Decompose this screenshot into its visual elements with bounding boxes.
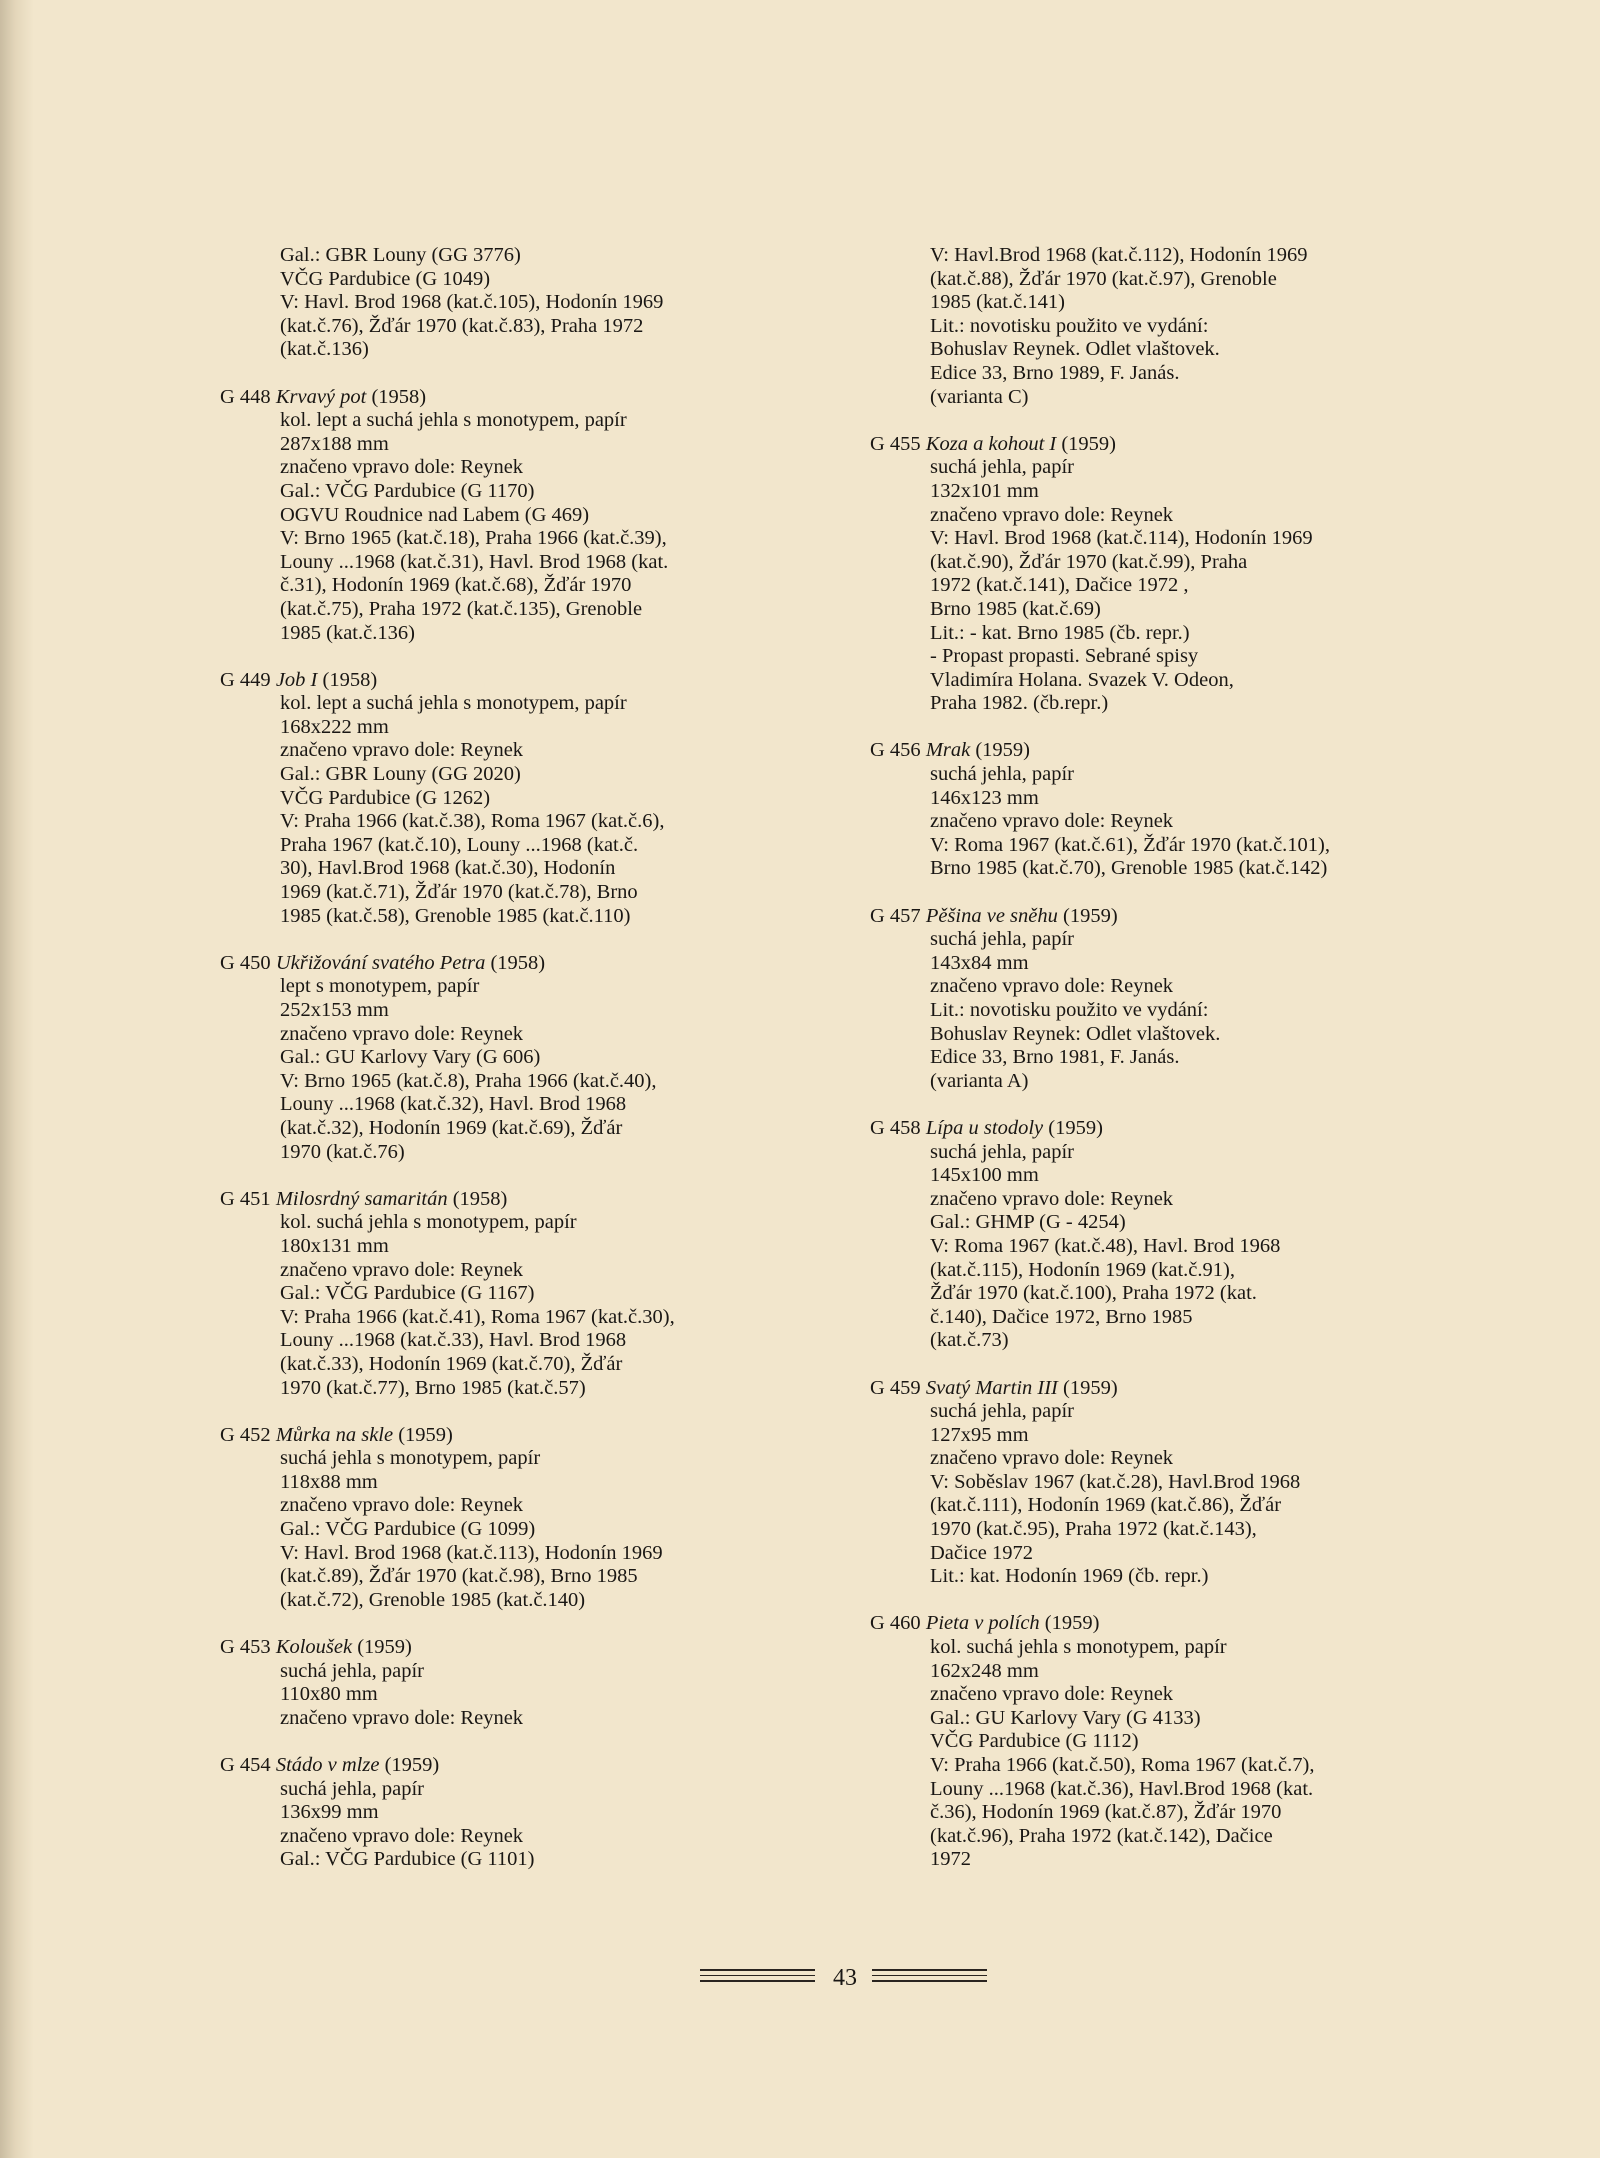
entry-line: (kat.č.89), Žďár 1970 (kat.č.98), Brno 1985	[280, 1565, 638, 1588]
entry-heading	[220, 1636, 780, 1660]
entry-heading	[870, 1117, 1430, 1141]
entry-line: Lit.: - kat. Brno 1985 (čb. repr.)	[930, 621, 1190, 644]
catalog-entry	[870, 905, 1430, 1094]
entry-heading	[870, 1612, 1430, 1636]
entry-heading	[870, 1377, 1430, 1401]
entry-line: 162x248 mm	[930, 1659, 1039, 1682]
entry-line: Louny ...1968 (kat.č.31), Havl. Brod 1968 (kat.	[280, 550, 669, 573]
entry-line: značeno vpravo dole: Reynek	[930, 1683, 1174, 1706]
entry-heading	[220, 1754, 780, 1778]
entry-line: V: Praha 1966 (kat.č.50), Roma 1967 (kat.č.7),	[930, 1754, 1315, 1776]
entry-line: (kat.č.75), Praha 1972 (kat.č.135), Grenoble	[280, 597, 643, 620]
entry-line: značeno vpravo dole: Reynek	[280, 1022, 524, 1045]
entry-title: Koza a kohout I	[925, 432, 1057, 455]
entry-line: (kat.č.33), Hodonín 1969 (kat.č.70), Žďár	[280, 1352, 623, 1375]
entry-line: 1969 (kat.č.71), Žďár 1970 (kat.č.78), Brno	[280, 881, 638, 904]
entry-line: Louny ...1968 (kat.č.32), Havl. Brod 1968	[280, 1093, 627, 1116]
entry-line: V: Roma 1967 (kat.č.61), Žďár 1970 (kat.č.101),	[930, 833, 1330, 856]
entry-id: G 450	[220, 951, 271, 974]
catalog-entry	[220, 669, 780, 929]
entry-year: (1959)	[1063, 904, 1118, 927]
entry-line: V: Brno 1965 (kat.č.18), Praha 1966 (kat.č.39),	[280, 527, 667, 550]
entry-line: značeno vpravo dole: Reynek	[930, 503, 1174, 526]
entry-id: G 453	[220, 1636, 271, 1659]
entry-line: V: Havl. Brod 1968 (kat.č.114), Hodonín 1969	[930, 527, 1313, 550]
catalog-entry	[220, 1754, 780, 1872]
entry-line: suchá jehla, papír	[280, 1659, 425, 1682]
entry-line: kol. lept a suchá jehla s monotypem, papír	[280, 409, 627, 432]
entry-line: (kat.č.73)	[930, 1329, 1009, 1352]
continued-entry	[870, 244, 1430, 409]
entry-id: G 457	[870, 904, 921, 927]
entry-year: (1958)	[371, 385, 427, 408]
footer-rule-right	[872, 1969, 987, 1986]
entry-line: 1972 (kat.č.141), Dačice 1972 ,	[930, 574, 1189, 597]
entry-title: Stádo v mlze	[275, 1754, 380, 1776]
page-binding-shadow	[0, 0, 34, 2158]
entry-line: 118x88 mm	[280, 1470, 378, 1493]
entry-line: Praha 1982. (čb.repr.)	[930, 692, 1109, 715]
entry-line: Lit.: novotisku použito ve vydání:	[930, 314, 1209, 337]
entry-line: VČG Pardubice (G 1262)	[280, 786, 491, 809]
entry-line: (kat.č.90), Žďár 1970 (kat.č.99), Praha	[930, 550, 1248, 573]
entry-line: (kat.č.32), Hodonín 1969 (kat.č.69), Žďár	[280, 1116, 623, 1139]
page-footer	[700, 1963, 990, 2003]
entry-line: Gal.: VČG Pardubice (G 1167)	[280, 1282, 535, 1305]
entry-title: Pieta v polích	[925, 1612, 1040, 1635]
entry-id: G 455	[870, 432, 921, 455]
entry-title: Můrka na skle	[275, 1423, 394, 1446]
entry-line: kol. suchá jehla s monotypem, papír	[930, 1636, 1227, 1659]
entry-line: Edice 33, Brno 1981, F. Janás.	[930, 1046, 1180, 1069]
entry-line: Gal.: VČG Pardubice (G 1101)	[280, 1848, 535, 1871]
entry-line: 143x84 mm	[930, 951, 1029, 974]
entry-line: kol. suchá jehla s monotypem, papír	[280, 1211, 577, 1234]
entry-line: značeno vpravo dole: Reynek	[280, 1494, 524, 1517]
entry-id: G 459	[870, 1376, 921, 1399]
entry-line: (kat.č.96), Praha 1972 (kat.č.142), Dačice	[930, 1824, 1273, 1847]
entry-year: (1959)	[384, 1754, 440, 1776]
entry-line: OGVU Roudnice nad Labem (G 469)	[280, 503, 590, 526]
entry-line: Gal.: VČG Pardubice (G 1170)	[280, 479, 535, 502]
entry-line: značeno vpravo dole: Reynek	[930, 975, 1174, 998]
entry-line: značeno vpravo dole: Reynek	[930, 1447, 1174, 1470]
entry-year: (1959)	[357, 1636, 412, 1659]
entry-line: 110x80 mm	[280, 1683, 378, 1706]
entry-line: 287x188 mm	[280, 432, 389, 455]
entry-id: G 448	[220, 385, 271, 408]
entry-line: V: Havl. Brod 1968 (kat.č.113), Hodonín 1969	[280, 1541, 663, 1564]
left-column	[220, 244, 780, 1896]
entry-line: suchá jehla s monotypem, papír	[280, 1447, 541, 1470]
entry-line: kol. lept a suchá jehla s monotypem, papír	[280, 692, 627, 715]
entry-line: 127x95 mm	[930, 1423, 1029, 1446]
entry-id: G 451	[220, 1187, 271, 1210]
entry-title: Pěšina ve sněhu	[925, 904, 1058, 927]
entry-year: (1959)	[1044, 1612, 1100, 1635]
entry-line: VČG Pardubice (G 1112)	[930, 1730, 1139, 1753]
entry-line: (kat.č.136)	[280, 338, 369, 361]
entry-line: (kat.č.88), Žďár 1970 (kat.č.97), Grenoble	[930, 267, 1277, 290]
entry-line: V: Praha 1966 (kat.č.38), Roma 1967 (kat.č.6),	[280, 810, 665, 833]
page-number: 43	[833, 1965, 857, 1991]
catalog-entry	[870, 1612, 1430, 1872]
catalog-entry	[220, 386, 780, 646]
entry-line: 146x123 mm	[930, 786, 1039, 809]
entry-heading	[870, 739, 1430, 763]
entry-year: (1959)	[1061, 432, 1116, 455]
entry-line: 168x222 mm	[280, 715, 389, 738]
entry-line: 30), Havl.Brod 1968 (kat.č.30), Hodonín	[280, 857, 616, 880]
entry-line: značeno vpravo dole: Reynek	[280, 1824, 524, 1847]
entry-line: č.31), Hodonín 1969 (kat.č.68), Žďár 1970	[280, 574, 632, 597]
entry-id: G 452	[220, 1423, 271, 1446]
entry-title: Krvavý pot	[275, 385, 367, 408]
entry-line: VČG Pardubice (G 1049)	[280, 267, 491, 290]
entry-heading	[220, 952, 780, 976]
catalog-entry	[870, 739, 1430, 881]
entry-heading	[220, 1424, 780, 1448]
entry-line: značeno vpravo dole: Reynek	[280, 1258, 524, 1281]
catalog-entry	[220, 952, 780, 1164]
entry-line: 136x99 mm	[280, 1801, 379, 1824]
entry-line: Brno 1985 (kat.č.70), Grenoble 1985 (kat.č.142)	[930, 857, 1328, 880]
entry-line: V: Brno 1965 (kat.č.8), Praha 1966 (kat.č.40),	[280, 1069, 657, 1092]
entry-year: (1958)	[452, 1187, 508, 1210]
catalog-entry	[870, 1377, 1430, 1589]
entry-line: značeno vpravo dole: Reynek	[280, 739, 524, 762]
entry-line: 1970 (kat.č.95), Praha 1972 (kat.č.143),	[930, 1518, 1257, 1541]
entry-line: Edice 33, Brno 1989, F. Janás.	[930, 361, 1180, 384]
entry-line: 180x131 mm	[280, 1234, 389, 1257]
entry-title: Koloušek	[275, 1636, 353, 1659]
entry-line: (kat.č.72), Grenoble 1985 (kat.č.140)	[280, 1588, 586, 1611]
entry-title: Milosrdný samaritán	[275, 1187, 448, 1210]
entry-title: Mrak	[925, 739, 971, 762]
entry-id: G 456	[870, 739, 921, 762]
entry-heading	[870, 905, 1430, 929]
entry-line: Dačice 1972	[930, 1541, 1034, 1564]
entry-line: V: Soběslav 1967 (kat.č.28), Havl.Brod 1968	[930, 1470, 1301, 1493]
entry-line: suchá jehla, papír	[930, 763, 1075, 786]
entry-year: (1959)	[398, 1423, 453, 1446]
entry-year: (1959)	[1048, 1116, 1103, 1139]
continued-entry	[220, 244, 780, 362]
entry-id: G 458	[870, 1116, 921, 1139]
entry-line: suchá jehla, papír	[930, 928, 1075, 951]
entry-line: 145x100 mm	[930, 1164, 1039, 1187]
entry-line: (kat.č.76), Žďár 1970 (kat.č.83), Praha 1972	[280, 314, 644, 337]
entry-year: (1959)	[975, 739, 1030, 762]
entry-title: Lípa u stodoly	[925, 1116, 1044, 1139]
entry-line: Gal.: VČG Pardubice (G 1099)	[280, 1518, 536, 1541]
entry-id: G 449	[220, 668, 271, 691]
entry-title: Ukřižování svatého Petra	[275, 951, 486, 974]
entry-line: (kat.č.111), Hodonín 1969 (kat.č.86), Žďár	[930, 1494, 1282, 1517]
entry-line: 1972	[930, 1848, 971, 1871]
entry-line: Vladimíra Holana. Svazek V. Odeon,	[930, 668, 1234, 691]
entry-line: značeno vpravo dole: Reynek	[280, 456, 524, 479]
catalog-entry	[220, 1188, 780, 1400]
entry-line: (kat.č.115), Hodonín 1969 (kat.č.91),	[930, 1258, 1235, 1281]
entry-id: G 454	[220, 1754, 271, 1776]
entry-line: Brno 1985 (kat.č.69)	[930, 597, 1101, 620]
entry-line: Louny ...1968 (kat.č.33), Havl. Brod 1968	[280, 1329, 627, 1352]
entry-line: 1985 (kat.č.141)	[930, 291, 1065, 314]
entry-line: Louny ...1968 (kat.č.36), Havl.Brod 1968 (kat.	[930, 1777, 1314, 1800]
entry-id: G 460	[870, 1612, 921, 1635]
entry-year: (1958)	[322, 668, 378, 691]
entry-line: V: Roma 1967 (kat.č.48), Havl. Brod 1968	[930, 1234, 1281, 1257]
entry-line: 1970 (kat.č.76)	[280, 1140, 405, 1163]
entry-title: Svatý Martin III	[925, 1376, 1058, 1399]
catalog-entry	[220, 1636, 780, 1730]
entry-line: Lit.: kat. Hodonín 1969 (čb. repr.)	[930, 1565, 1209, 1588]
entry-line: lept s monotypem, papír	[280, 975, 480, 998]
entry-line: č.36), Hodonín 1969 (kat.č.87), Žďár 1970	[930, 1801, 1282, 1824]
entry-line: značeno vpravo dole: Reynek	[280, 1706, 524, 1729]
entry-line: 252x153 mm	[280, 999, 389, 1021]
right-column	[870, 244, 1430, 1896]
entry-line: V: Praha 1966 (kat.č.41), Roma 1967 (kat.č.30),	[280, 1305, 675, 1328]
entry-heading	[870, 433, 1430, 457]
catalog-entry	[870, 433, 1430, 716]
entry-heading	[220, 1188, 780, 1212]
entry-heading	[220, 386, 780, 410]
entry-line: 1985 (kat.č.58), Grenoble 1985 (kat.č.110)	[280, 904, 631, 927]
entry-line: Bohuslav Reynek. Odlet vlaštovek.	[930, 338, 1220, 361]
catalog-entry	[220, 1424, 780, 1613]
entry-line: Gal.: GU Karlovy Vary (G 606)	[280, 1046, 541, 1069]
entry-line: Gal.: GU Karlovy Vary (G 4133)	[930, 1706, 1201, 1729]
entry-line: Gal.: GHMP (G - 4254)	[930, 1211, 1126, 1234]
entry-line: - Propast propasti. Sebrané spisy	[930, 645, 1199, 668]
catalog-entry	[870, 1117, 1430, 1353]
entry-heading	[220, 669, 780, 693]
entry-line: Bohuslav Reynek: Odlet vlaštovek.	[930, 1022, 1221, 1045]
entry-line: Praha 1967 (kat.č.10), Louny ...1968 (kat.č.	[280, 833, 639, 856]
entry-line: suchá jehla, papír	[930, 1140, 1075, 1163]
entry-line: značeno vpravo dole: Reynek	[930, 1187, 1174, 1210]
entry-line: 1985 (kat.č.136)	[280, 621, 415, 644]
entry-title: Job I	[275, 668, 318, 691]
entry-line: V: Havl. Brod 1968 (kat.č.105), Hodonín 1969	[280, 291, 664, 314]
entry-line: (varianta C)	[930, 385, 1029, 408]
entry-line: Lit.: novotisku použito ve vydání:	[930, 999, 1209, 1021]
entry-line: 1970 (kat.č.77), Brno 1985 (kat.č.57)	[280, 1376, 586, 1399]
entry-year: (1959)	[1063, 1376, 1118, 1399]
entry-line: V: Havl.Brod 1968 (kat.č.112), Hodonín 1969	[930, 244, 1308, 266]
entry-line: č.140), Dačice 1972, Brno 1985	[930, 1305, 1193, 1328]
entry-line: suchá jehla, papír	[930, 1400, 1075, 1423]
entry-line: značeno vpravo dole: Reynek	[930, 810, 1174, 833]
entry-year: (1958)	[490, 951, 546, 974]
entry-line: suchá jehla, papír	[930, 456, 1075, 479]
footer-rule-left	[700, 1969, 815, 1986]
entry-line: Gal.: GBR Louny (GG 2020)	[280, 763, 521, 786]
entry-line: Žďár 1970 (kat.č.100), Praha 1972 (kat.	[930, 1282, 1257, 1305]
entry-line: 132x101 mm	[930, 479, 1039, 502]
entry-line: (varianta A)	[930, 1069, 1029, 1092]
entry-line: Gal.: GBR Louny (GG 3776)	[280, 244, 521, 266]
entry-line: suchá jehla, papír	[280, 1777, 425, 1800]
